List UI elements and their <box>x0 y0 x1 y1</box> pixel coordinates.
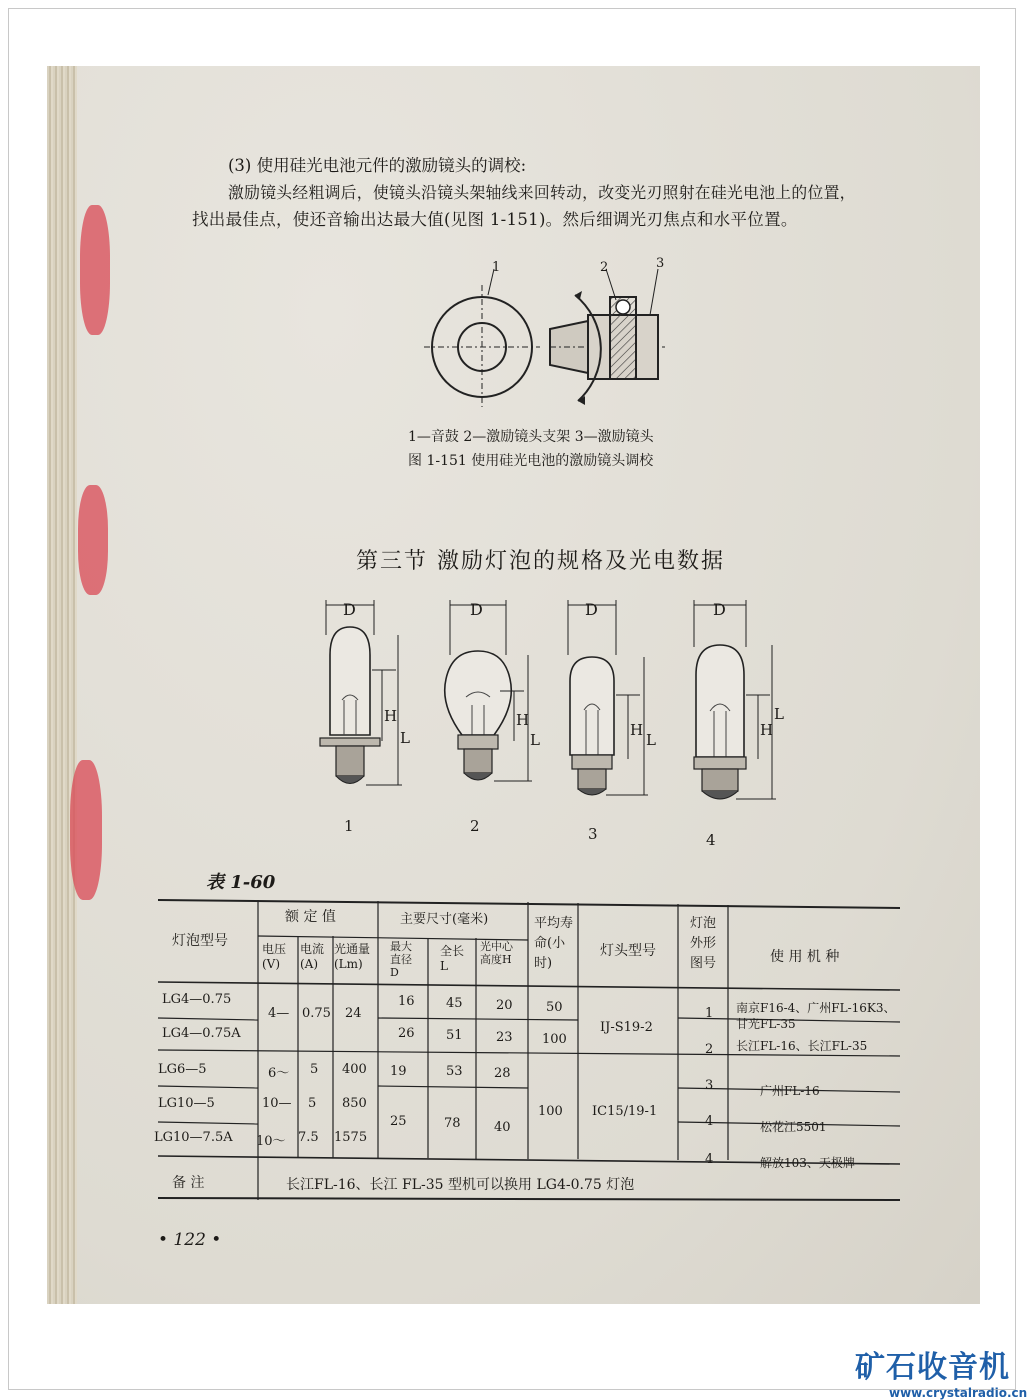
watermark <box>855 1342 1027 1400</box>
remark-label: 备 注 <box>172 1175 205 1191</box>
row1-base: IJ-S19-2 <box>600 1020 653 1035</box>
page-number: • 122 • <box>158 1230 222 1250</box>
arrow-head <box>575 291 582 299</box>
subsection-heading: (3) 使用硅光电池元件的激励镜头的调校: <box>228 156 527 175</box>
bulb-2 <box>445 600 540 835</box>
row1-voltage: 4— <box>268 1006 290 1021</box>
bulb-number-2: 2 <box>470 817 480 835</box>
dim-d-label: D <box>470 600 483 619</box>
header-base: 灯头型号 <box>600 943 656 959</box>
row1-machine: 南京F16-4、广州FL-16K3、甘光FL-35 <box>736 1001 896 1031</box>
header-dims: 主要尺寸(毫米) <box>400 912 489 927</box>
row4-current: 5 <box>308 1096 317 1111</box>
row1-dmax: 16 <box>398 994 415 1009</box>
row2-model: LG4—0.75A <box>162 1026 241 1041</box>
row5-voltage: 10～ <box>256 1134 286 1149</box>
row2-length: 51 <box>446 1028 463 1043</box>
row1-flux: 24 <box>345 1006 362 1021</box>
paragraph-line-1: 激励镜头经粗调后，使镜头沿镜头架轴线来回转动，改变光刃照射在硅光电池上的位置， <box>228 183 856 202</box>
dim-h-label: H <box>516 711 530 729</box>
header-model: 灯泡型号 <box>172 933 228 949</box>
row3-shape: 3 <box>705 1078 714 1093</box>
row4-center: 40 <box>494 1120 511 1135</box>
figure-1-151 <box>400 255 680 420</box>
header-current: 电流(A) <box>300 942 325 971</box>
row4-dmax: 25 <box>390 1114 407 1129</box>
row1-length: 45 <box>446 996 463 1011</box>
leader-line <box>650 269 658 315</box>
paragraph-line-2: 找出最佳点，使还音输出达最大值(见图 1-151)。然后细调光刃焦点和水平位置。 <box>192 210 798 229</box>
row4-voltage: 10— <box>262 1096 292 1111</box>
bulb-number-3: 3 <box>588 825 598 843</box>
row5-model: LG10—7.5A <box>154 1130 233 1145</box>
fig1-label-2: 2 <box>600 260 609 275</box>
bulb-4 <box>694 600 784 849</box>
row3-machine: 广州FL-16 <box>760 1084 820 1098</box>
dim-l-label: L <box>400 729 410 747</box>
dim-l-label: L <box>774 705 784 723</box>
fig1-label-1: 1 <box>492 260 501 275</box>
header-flux: 光通量(Lm) <box>334 942 371 971</box>
row3-voltage: 6～ <box>268 1066 290 1081</box>
header-voltage: 电压(V) <box>262 942 287 971</box>
dim-h-label: H <box>384 707 398 725</box>
red-stamp-mark <box>70 760 102 900</box>
row5-machine: 解放103、天极牌 <box>760 1156 855 1170</box>
row5-shape: 4 <box>705 1152 714 1167</box>
dim-h-label: H <box>760 721 774 739</box>
row1-model: LG4—0.75 <box>162 992 232 1007</box>
row2-shape: 2 <box>705 1042 714 1057</box>
section-title: 第三节 激励灯泡的规格及光电数据 <box>356 549 725 574</box>
row3-center: 28 <box>494 1066 511 1081</box>
dim-d-label: D <box>343 600 356 619</box>
figure-caption: 图 1-151 使用硅光电池的激励镜头调校 <box>408 453 654 469</box>
header-center: 光中心高度H <box>480 940 513 966</box>
red-stamp-mark <box>78 485 108 595</box>
page-edge <box>47 66 77 1304</box>
header-machine: 使 用 机 种 <box>770 949 840 965</box>
header-dmax: 最大直径D <box>390 940 412 979</box>
header-length: 全长L <box>440 944 465 973</box>
header-shape: 灯泡外形图号 <box>690 916 717 971</box>
row4-length: 78 <box>444 1116 461 1131</box>
dim-h-label: H <box>630 721 644 739</box>
dim-l-label: L <box>530 731 540 749</box>
row5-flux: 1575 <box>334 1130 368 1145</box>
fig1-label-3: 3 <box>656 256 665 271</box>
row4-life: 100 <box>538 1104 563 1119</box>
remark-text: 长江FL-16、长江 FL-35 型机可以换用 LG4-0.75 灯泡 <box>286 1177 635 1193</box>
dim-l-label: L <box>646 731 656 749</box>
table-label: 表 1-60 <box>206 872 276 893</box>
row1-shape: 1 <box>705 1006 714 1021</box>
bulb-1 <box>320 600 410 835</box>
watermark-title: 矿石收音机 <box>855 1350 1010 1385</box>
dim-d-label: D <box>713 600 726 619</box>
bulb-number-4: 4 <box>706 831 716 849</box>
row2-center: 23 <box>496 1030 513 1045</box>
row3-base: IC15/19-1 <box>592 1104 658 1119</box>
row2-life: 100 <box>542 1032 567 1047</box>
row3-dmax: 19 <box>390 1064 407 1079</box>
watermark-url: www.crystalradio.cn <box>889 1386 1027 1400</box>
row4-flux: 850 <box>342 1096 367 1111</box>
bracket-screw <box>616 300 630 314</box>
row2-machine: 长江FL-16、长江FL-35 <box>736 1039 868 1053</box>
row4-shape: 4 <box>705 1114 714 1129</box>
row4-machine: 松花江5501 <box>760 1120 827 1134</box>
dim-d-label: D <box>585 600 598 619</box>
row1-life: 50 <box>546 1000 563 1015</box>
row3-current: 5 <box>310 1062 319 1077</box>
row5-current: 7.5 <box>298 1130 319 1145</box>
row3-length: 53 <box>446 1064 463 1079</box>
header-rated: 额 定 值 <box>285 909 336 925</box>
row1-center: 20 <box>496 998 513 1013</box>
figure-legend: 1—音鼓 2—激励镜头支架 3—激励镜头 <box>408 429 654 445</box>
row1-current: 0.75 <box>302 1006 331 1021</box>
bulb-3 <box>568 600 656 843</box>
row2-dmax: 26 <box>398 1026 415 1041</box>
header-life: 平均寿命(小时) <box>534 916 574 971</box>
row3-flux: 400 <box>342 1062 367 1077</box>
row4-model: LG10—5 <box>158 1096 215 1111</box>
bulb-number-1: 1 <box>344 817 354 835</box>
red-stamp-mark <box>80 205 110 335</box>
bulb-figure <box>300 595 784 860</box>
row3-model: LG6—5 <box>158 1062 207 1077</box>
